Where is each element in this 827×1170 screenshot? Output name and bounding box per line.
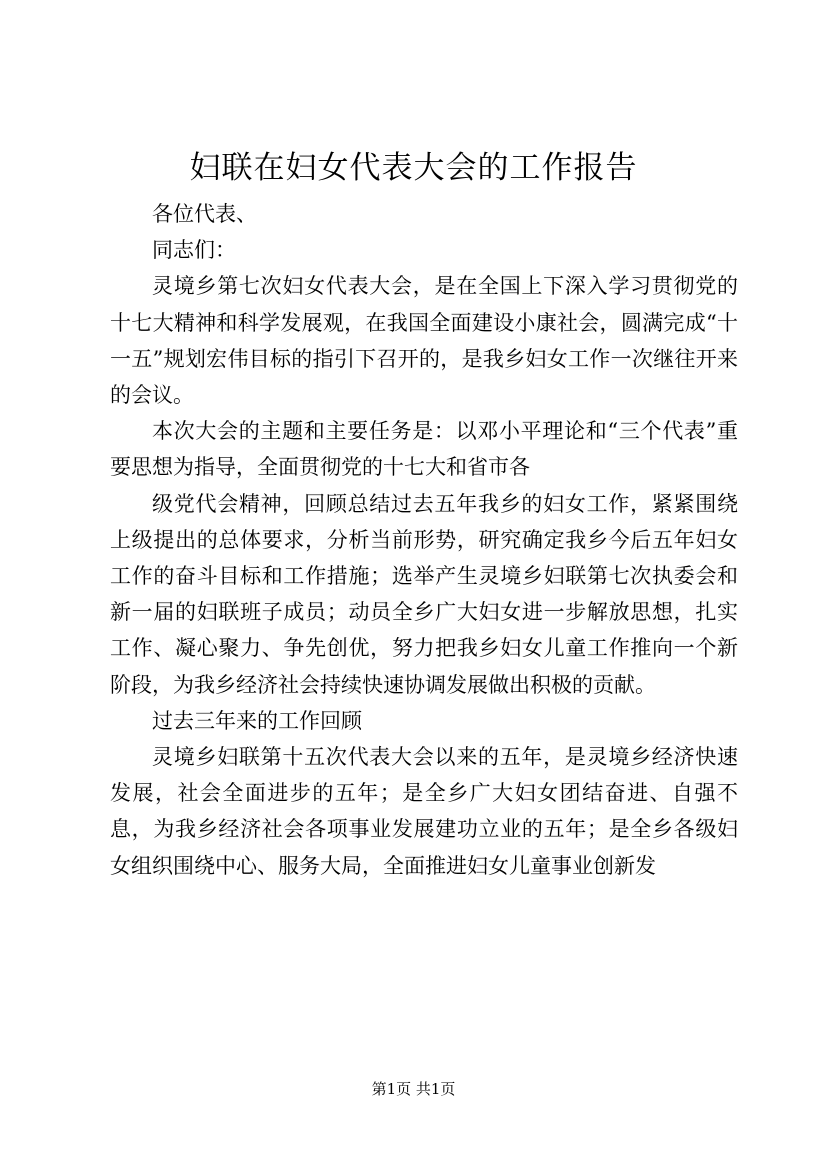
paragraph-tasks: 级党代会精神，回顾总结过去五年我乡的妇女工作，紧紧围绕上级提出的总体要求，分析当前形势，研究确定我乡今后五年妇女工作的奋斗目标和工作措施；选举产生灵境乡妇联第七次执委会和新一届的妇联班子成员；动员全乡广大妇女进一步解放思想，扎实工作、凝心聚力、争先创优，努力把我乡妇女儿童工作推向一个新阶段，为我乡经济社会持续快速协调发展做出积极的贡献。	[110, 491, 738, 697]
page-footer: 第1页 共1页	[371, 1080, 456, 1098]
document-title: 妇联在妇女代表大会的工作报告	[189, 150, 638, 186]
paragraph-intro: 灵境乡第七次妇女代表大会，是在全国上下深入学习贯彻党的十七大精神和科学发展观，在我国全面建设小康社会，圆满完成“十一五”规划宏伟目标的指引下召开的，是我乡妇女工作一次继往开来的会议。	[110, 274, 738, 408]
paragraph-theme: 本次大会的主题和主要任务是：以邓小平理论和“三个代表”重要思想为指导，全面贯彻党的十七大和省市各	[110, 419, 738, 480]
section-heading-review: 过去三年来的工作回顾	[152, 708, 362, 733]
paragraph-salutation-1: 各位代表、	[152, 202, 257, 226]
paragraph-salutation-2: 同志们：	[152, 238, 236, 263]
paragraph-review: 灵境乡妇联第十五次代表大会以来的五年，是灵境乡经济快速发展，社会全面进步的五年；是全乡广大妇女团结奋进、自强不息，为我乡经济社会各项事业发展建功立业的五年；是全乡各级妇女组织围绕中心、服务大局，全面推进妇女儿童事业创新发	[110, 745, 738, 878]
document-body	[110, 196, 738, 884]
